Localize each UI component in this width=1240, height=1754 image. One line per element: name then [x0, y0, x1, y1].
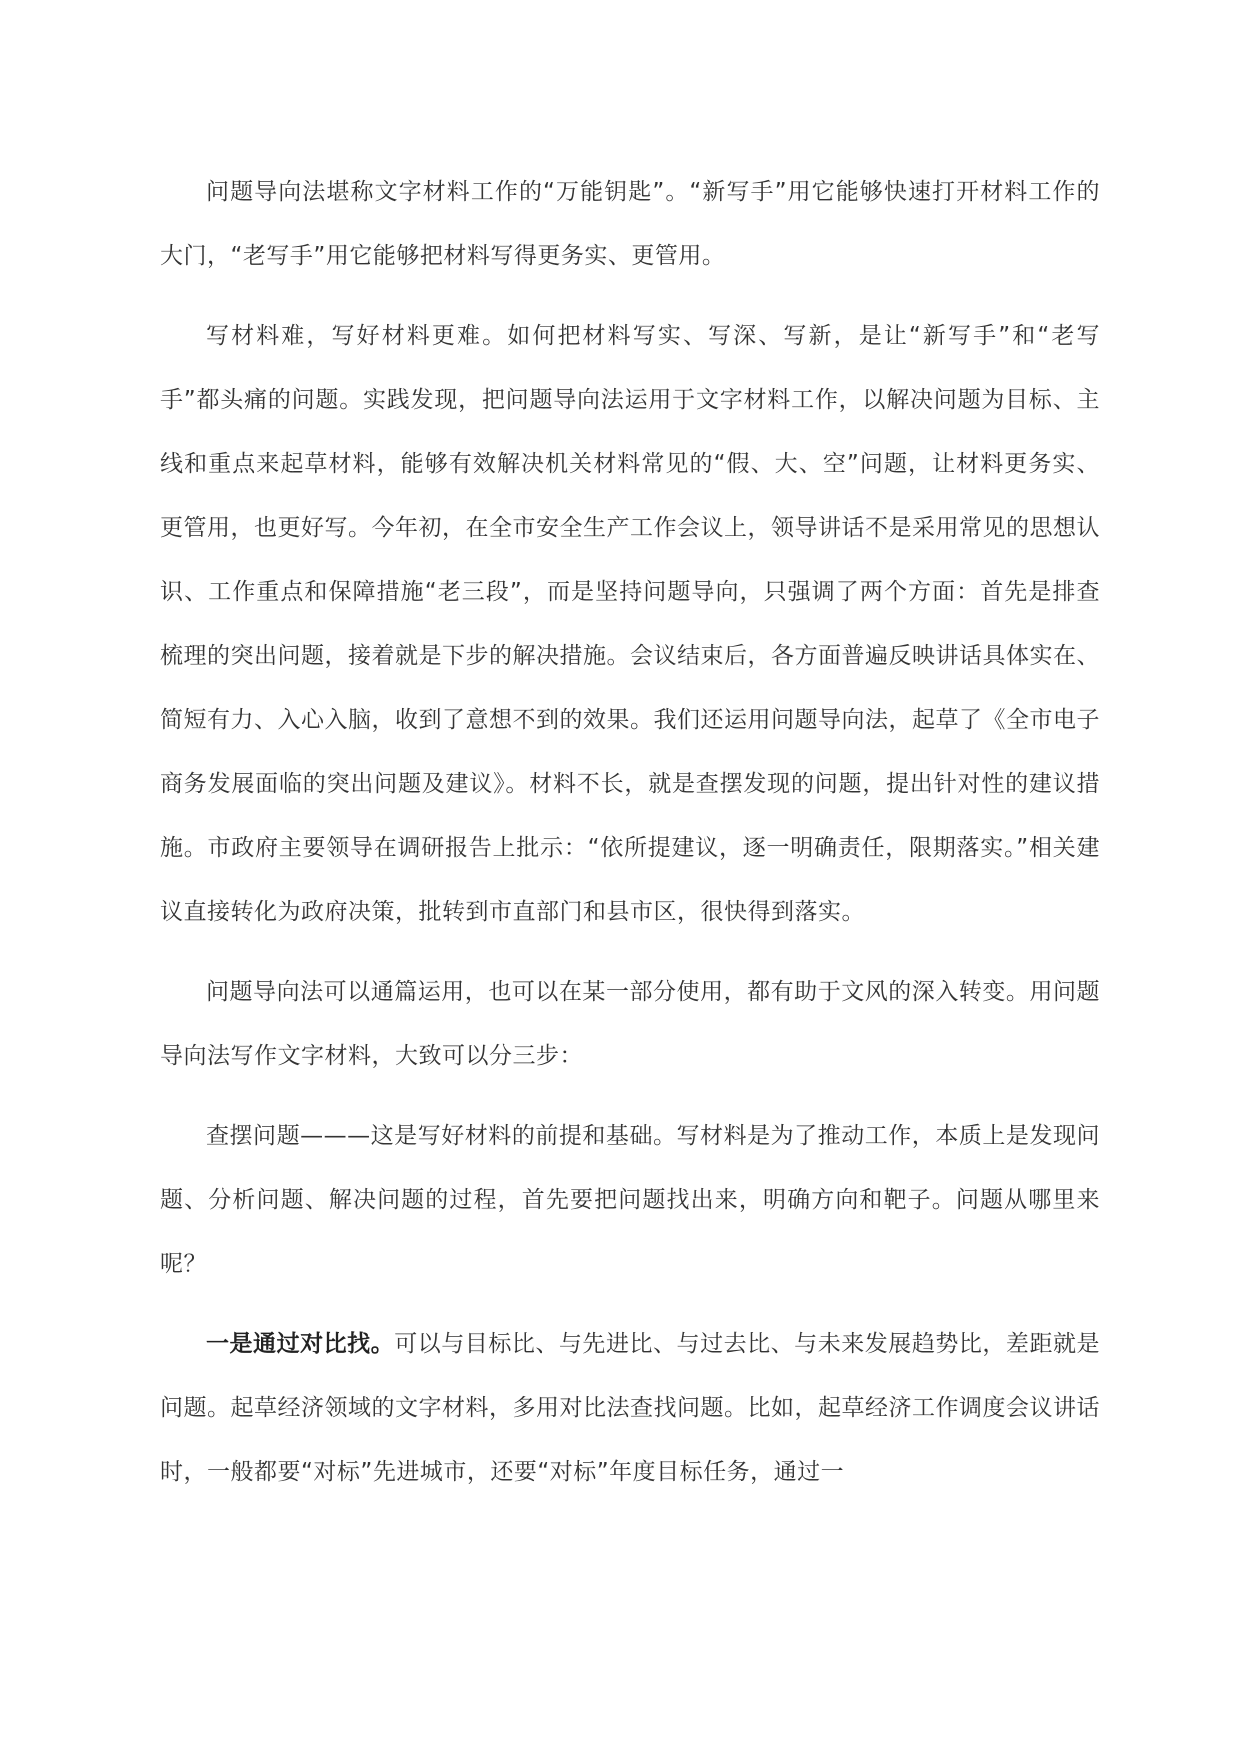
paragraph-practice [160, 304, 1100, 944]
paragraph-find-problems [160, 1104, 1100, 1296]
paragraph-text: 写材料难，写好材料更难。如何把材料写实、写深、写新，是让“新写手”和“老写手”都头痛的问题。实践发现，把问题导向法运用于文字材料工作，以解决问题为目标、主线和重点来起草材料，能够有效解决机关材料常见的“假、大、空”问题，让材料更务实、更管用，也更好写。今年初，在全市安全生产工作会议上，领导讲话不是采用常见的思想认识、工作重点和保障措施“老三段”，而是坚持问题导向，只强调了两个方面：首先是排查梳理的突出问题，接着就是下步的解决措施。会议结束后，各方面普遍反映讲话具体实在、简短有力、入心入脑，收到了意想不到的效果。我们还运用问题导向法，起草了《全市电子商务发展面临的突出问题及建议》。材料不长，就是查摆发现的问题，提出针对性的建议措施。市政府主要领导在调研报告上批示：“依所提建议，逐一明确责任，限期落实。”相关建议直接转化为政府决策，批转到市直部门和县市区，很快得到落实。 [160, 323, 1100, 925]
paragraph-lead-bold: 一是通过对比找。 [206, 1331, 395, 1357]
paragraph-text: 可以与目标比、与先进比、与过去比、与未来发展趋势比，差距就是问题。起草经济领域的文字材料，多用对比法查找问题。比如，起草经济工作调度会议讲话时，一般都要“对标”先进城市，还要“对标”年度目标任务，通过一 [160, 1331, 1101, 1485]
paragraph-compare [160, 1312, 1100, 1504]
paragraph-intro [160, 160, 1100, 288]
paragraph-text: 查摆问题———这是写好材料的前提和基础。写材料是为了推动工作，本质上是发现问题、分析问题、解决问题的过程，首先要把问题找出来，明确方向和靶子。问题从哪里来呢？ [160, 1123, 1100, 1277]
paragraph-text: 问题导向法堪称文字材料工作的“万能钥匙”。“新写手”用它能够快速打开材料工作的大门，“老写手”用它能够把材料写得更务实、更管用。 [160, 179, 1100, 269]
paragraph-text: 问题导向法可以通篇运用，也可以在某一部分使用，都有助于文风的深入转变。用问题导向法写作文字材料，大致可以分三步： [160, 979, 1100, 1069]
document-body [160, 160, 1100, 1520]
paragraph-three-steps [160, 960, 1100, 1088]
